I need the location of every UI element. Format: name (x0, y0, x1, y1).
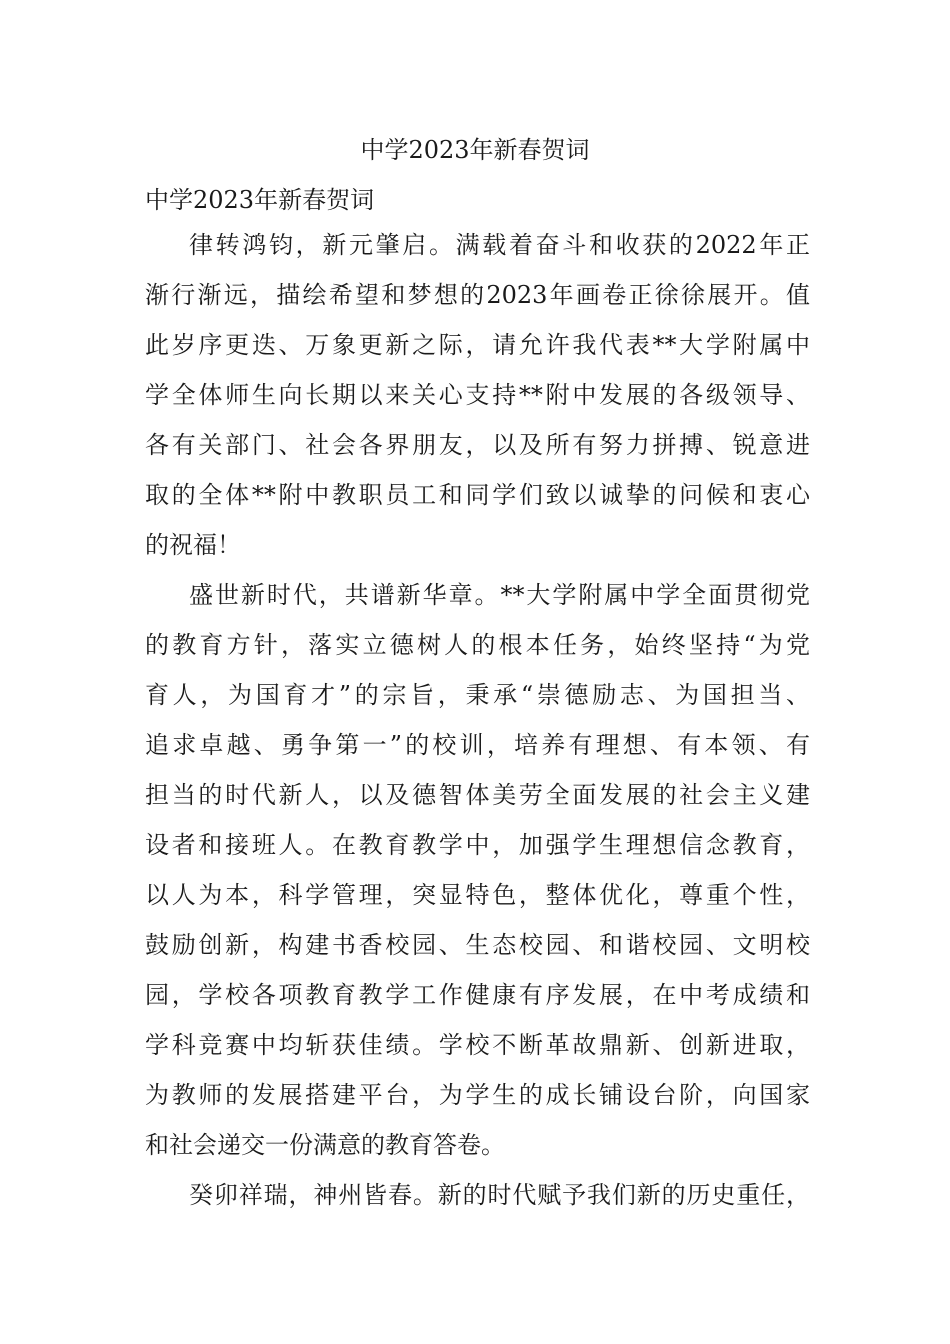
paragraph-line: 的祝福！ (145, 531, 241, 559)
paragraph-line: 此岁序更迭、万象更新之际，请允许我代表**大学附属中 (145, 331, 810, 359)
paragraph-line: 鼓励创新，构建书香校园、生态校园、和谐校园、文明校 (145, 931, 810, 959)
paragraph-line: 和社会递交一份满意的教育答卷。 (145, 1131, 505, 1159)
paragraph-line: 学科竞赛中均斩获佳绩。学校不断革故鼎新、创新进取， (145, 1031, 810, 1059)
paragraph-line: 各有关部门、社会各界朋友，以及所有努力拼搏、锐意进 (145, 431, 810, 459)
paragraph-1 (145, 220, 810, 570)
paragraph-2 (145, 570, 810, 1170)
paragraph-line: 渐行渐远，描绘希望和梦想的2023年画卷正徐徐展开。值 (145, 281, 810, 309)
paragraph-line: 盛世新时代，共谱新华章。**大学附属中学全面贯彻党 (189, 581, 810, 609)
paragraph-3 (145, 1170, 810, 1220)
paragraph-line: 担当的时代新人，以及德智体美劳全面发展的社会主义建 (145, 781, 810, 809)
document-title: 中学2023年新春贺词 (360, 136, 590, 164)
paragraph-line: 癸卯祥瑞，神州皆春。新的时代赋予我们新的历史重任， (189, 1181, 810, 1209)
paragraph-line: 以人为本，科学管理，突显特色，整体优化，尊重个性， (145, 881, 810, 909)
paragraph-line: 为教师的发展搭建平台，为学生的成长铺设台阶，向国家 (145, 1081, 810, 1109)
paragraph-line: 取的全体**附中教职员工和同学们致以诚挚的问候和衷心 (145, 481, 810, 509)
paragraph-line: 设者和接班人。在教育教学中，加强学生理想信念教育， (145, 831, 810, 859)
document-subtitle: 中学2023年新春贺词 (145, 186, 375, 214)
document-body (145, 180, 810, 1220)
paragraph-line: 园，学校各项教育教学工作健康有序发展，在中考成绩和 (145, 981, 810, 1009)
paragraph-line: 律转鸿钧，新元肇启。满载着奋斗和收获的2022年正 (189, 231, 810, 259)
paragraph-line: 学全体师生向长期以来关心支持**附中发展的各级领导、 (145, 381, 810, 409)
paragraph-line: 追求卓越、勇争第一”的校训，培养有理想、有本领、有 (145, 731, 810, 759)
paragraph-line: 的教育方针，落实立德树人的根本任务，始终坚持“为党 (145, 631, 810, 659)
paragraph-line: 育人，为国育才”的宗旨，秉承“崇德励志、为国担当、 (145, 681, 810, 709)
